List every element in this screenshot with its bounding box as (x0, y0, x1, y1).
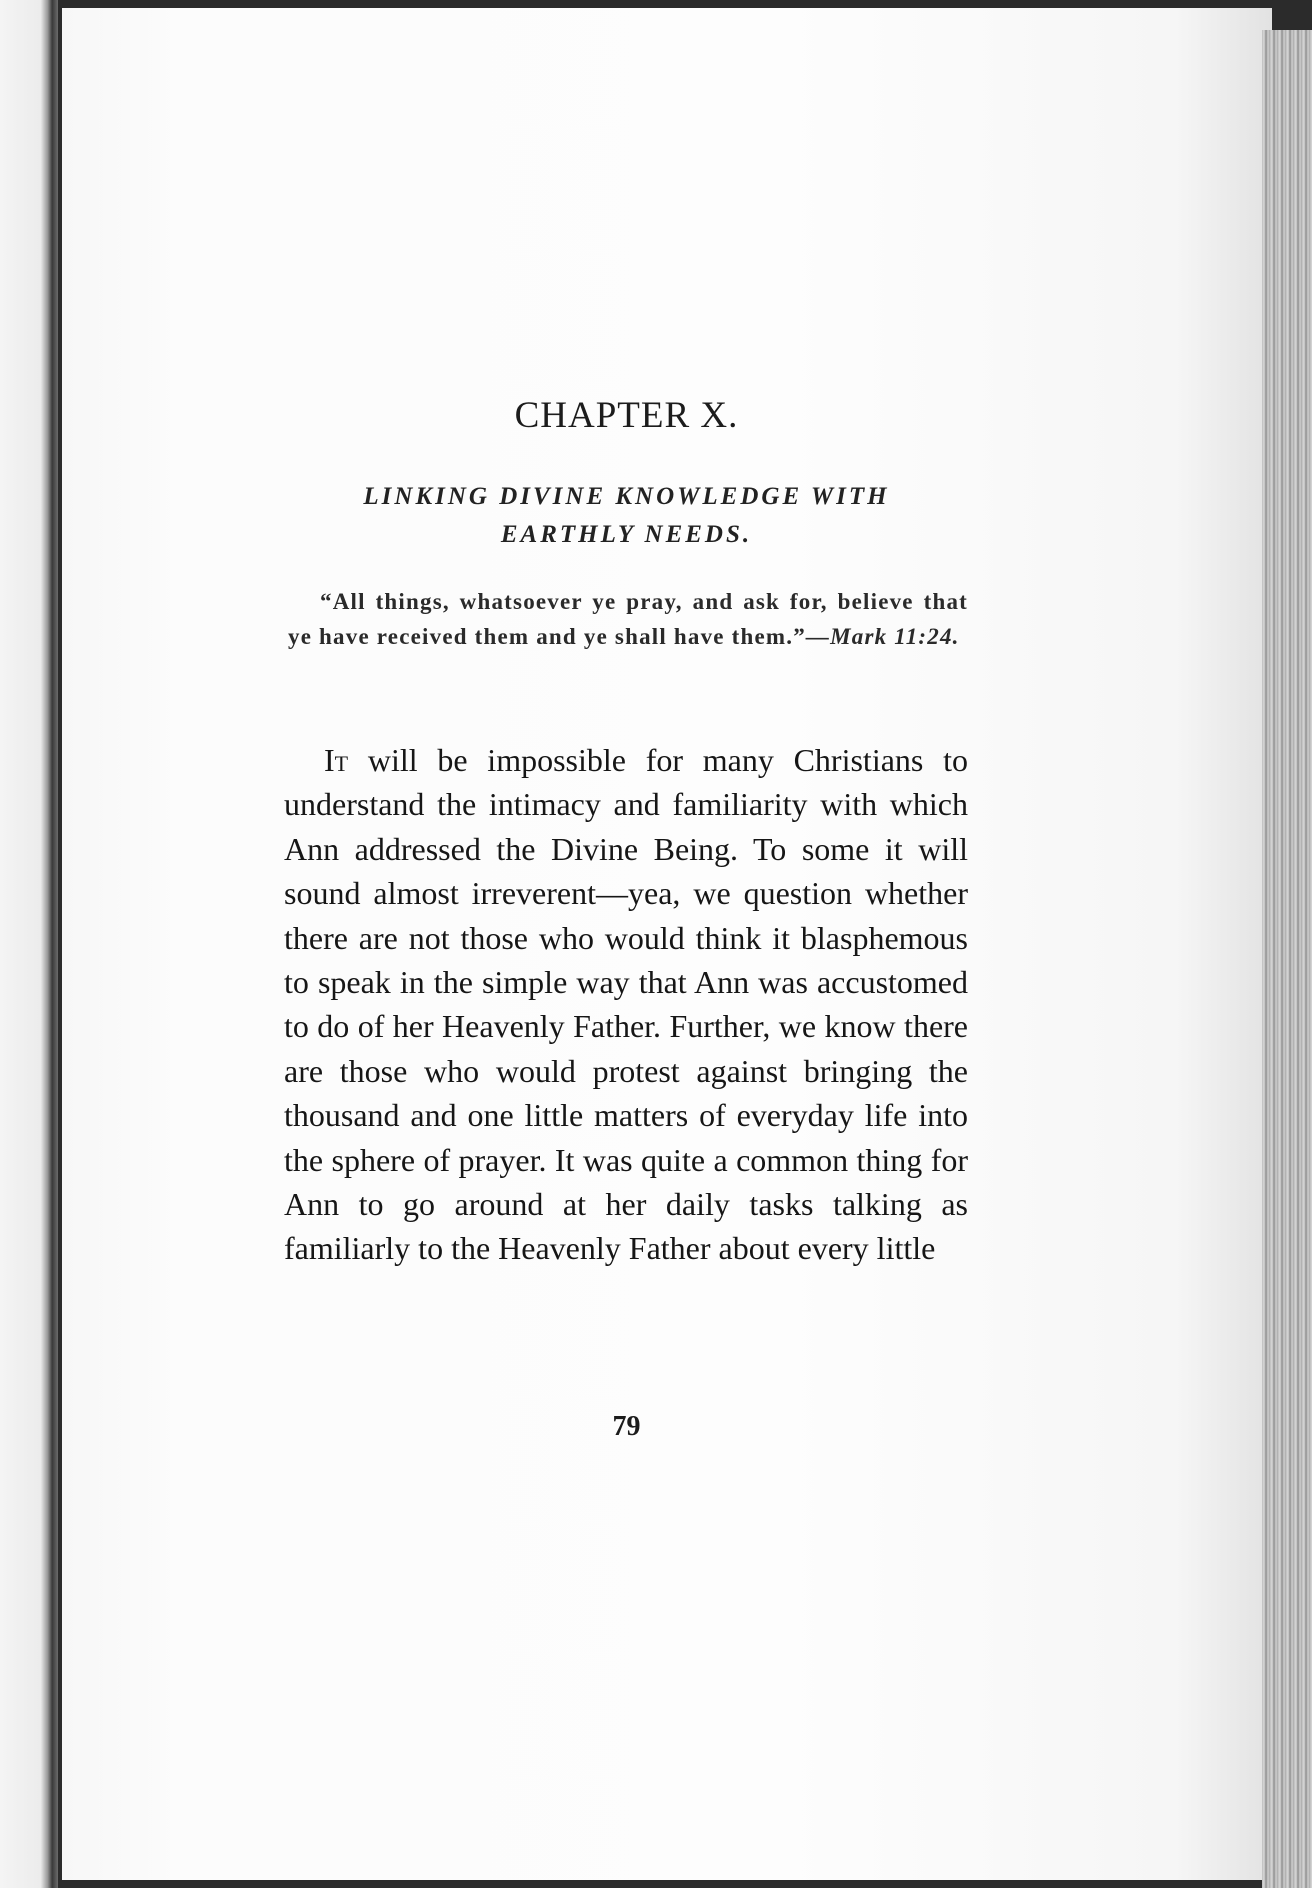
chapter-title-line-2: EARTHLY NEEDS. (500, 521, 753, 548)
body-paragraph-text: will be impossible for many Christians to understand the intimacy and familiarity with which Ann addressed the Divine Being. To some it will sound almost irreverent—yea, we question whether there are not those who would think it blasphemous to speak in the simple way that Ann was accustomed to do of her Heavenly Father. Further, we know there are those who would protest against bringing the thousand and one little matters of everyday life into the sphere of prayer. It was quite a common thing for Ann to go around at her daily tasks talking as familiarly to the Heavenly Father about every little (284, 742, 968, 1267)
epigraph (288, 584, 968, 654)
epigraph-citation: —Mark 11:24. (805, 624, 960, 649)
body-text (284, 738, 968, 1271)
previous-page-edge (0, 0, 58, 1888)
page-stack-edge (1262, 30, 1312, 1888)
chapter-heading: CHAPTER X. (514, 395, 739, 436)
epigraph-quote: “All things, whatsoever ye pray, and ask for, believe that ye have received them and ye shall have them.” (288, 589, 968, 649)
drop-lead-word: It (324, 742, 349, 778)
page-number: 79 (612, 1411, 641, 1442)
chapter-title (284, 478, 969, 554)
book-page (62, 8, 1272, 1880)
body-paragraph (284, 738, 968, 1271)
epigraph-block (288, 584, 968, 654)
chapter-title-line-1: LINKING DIVINE KNOWLEDGE WITH (363, 483, 890, 510)
